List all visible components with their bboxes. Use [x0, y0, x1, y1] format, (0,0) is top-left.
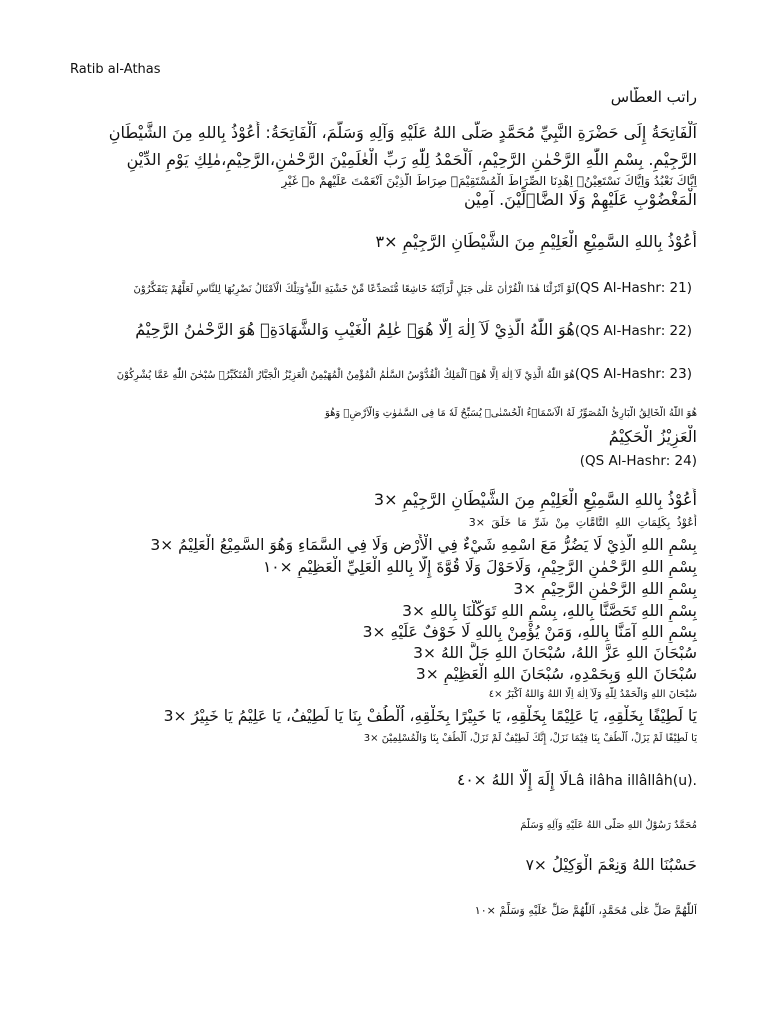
dhikr-line [70, 578, 697, 600]
quran-verse-line [70, 361, 697, 388]
dhikr-text: يَا لَطِيْفًا بِخَلْقِهِ، يَا عَلِيْمًا بِخَلْقِهِ، يَا خَبِيْرًا بِخَلْقِهِ، اُلْطُفْ بِنَا يَا لَطِيْفُ، يَا عَلِيْمُ يَا خَبِيْرُ ×3 [163, 707, 697, 725]
dhikr-text: سُبْحَانَ اللهِ وَبِحَمْدِهِ، سُبْحَانَ اللهِ الْعَظِيْمِ ×3 [415, 665, 697, 683]
dhikr-line [70, 731, 697, 747]
document-title-latin: Ratib al-Athas [70, 62, 161, 77]
tahlil-arabic: لَا إِلَهَ إِلَّا اللهُ ×٤٠ [457, 771, 569, 789]
dhikr-text: أَعُوْذُ بِاللهِ السَّمِيْعِ الْعَلِيْمِ مِنَ الشَّيْطَانِ الرَّجِيْمِ ×3 [373, 490, 697, 509]
fatiha-text: الْمَغْضُوْبِ عَلَيْهِمْ وَلَا الضَّاۤلِّيْنَ. آمِيْن [463, 190, 697, 209]
document-title-latin-line [70, 61, 697, 79]
tahlil-latin: Lâ ilâha illâllâh(u). [568, 773, 697, 789]
verse-text: هُوَ اللّٰهُ الْخَالِقُ الْبَارِئُ الْمُصَوِّرُ لَهُ الْاَسْمَاۤءُ الْحُسْنٰىۗ يُسَبِّحُ لَهٗ مَا فِى السَّمٰوٰتِ وَالْاَرْضِۚ وَهُوَ [324, 408, 697, 419]
salawat-line [70, 818, 697, 834]
dhikr-text: بِسْمِ اللهِ الَّذِيْ لَا يَضُرُّ مَعَ اسْمِهِ شَيْءٌ فِي الْأَرْضِ وَلَا فِي السَّمَاءِ وَهُوَ السَّمِيْعُ الْعَلِيْمُ ×3 [150, 536, 697, 554]
tahlil-line [70, 769, 697, 792]
taawwudh-line [70, 230, 697, 254]
dhikr-line [70, 556, 697, 578]
verse-text: هُوَ اللّٰهُ الَّذِيْ لَآ اِلٰهَ اِلَّا هُوَۚ عٰلِمُ الْغَيْبِ وَالشَّهَادَةِۚ هُوَ الرَّحْمٰنُ الرَّحِيْمُ [135, 320, 575, 339]
fatiha-text: الرَّجِيْمِ. بِسْمِ اللّٰهِ الرَّحْمٰنِ الرَّحِيْمِ، اَلْحَمْدُ لِلّٰهِ رَبِّ الْعٰلَمِيْنَ الرَّحْمٰنِ،الرَّحِيْمِ،مٰلِكِ يَوْمِ الدِّيْنِ [126, 150, 697, 169]
hasbuna-text: حَسْبُنَا اللهُ وَنِعْمَ الْوَكِيْلُ ×٧ [525, 856, 697, 874]
quran-verse-line [70, 275, 697, 302]
dhikr-text: سُبْحَانَ اللهِ عَزَّ اللهُ، سُبْحَانَ اللهِ جَلَّ اللهُ ×3 [413, 644, 697, 662]
verse-reference: (QS Al-Hashr: 21) [574, 280, 692, 296]
fatiha-line [70, 121, 697, 145]
verse-reference-line [70, 450, 697, 471]
verse-reference: (QS Al-Hashr: 23) [574, 366, 692, 382]
document-title-arabic: راتب العطّاس [610, 88, 697, 106]
dhikr-line [70, 488, 697, 512]
quran-verse-line [70, 406, 697, 422]
dhikr-line [70, 705, 697, 727]
verse-reference: (QS Al-Hashr: 22) [574, 323, 692, 339]
hasbuna-line [70, 854, 697, 876]
dhikr-text: بِسْمِ اللهِ الرَّحْمٰنِ الرَّحِيْمِ، وَلَاحَوْلَ وَلَا قُوَّةَ إِلَّا بِاللهِ الْعَلِيِّ الْعَظِيْمِ ×١٠ [262, 558, 697, 576]
fatiha-line [70, 173, 697, 189]
dhikr-text: يَا لَطِيْفًا لَمْ يَزَلْ، اُلْطُفْ بِنَا فِيْمَا نَزَلْ، إِنَّكَ لَطِيْفٌ لَمْ تَزَلْ، اُلْطُفْ بِنَا وَالْمُسْلِمِيْنَ ×3 [363, 733, 697, 744]
document-title-arabic-line [70, 87, 697, 107]
dhikr-line [70, 534, 697, 556]
salawat-text: مُحَمَّدٌ رَسُوْلُ اللهِ صَلَّى اللهُ عَلَيْهِ وَآلِهِ وَسَلَّمَ [520, 820, 697, 831]
verse-reference: (QS Al-Hashr: 24) [579, 453, 697, 469]
dhikr-text: بِسْمِ اللهِ الرَّحْمٰنِ الرَّحِيْمِ ×3 [513, 580, 697, 598]
fatiha-text: اِيَّاكَ نَعْبُدُ وَاِيَّاكَ نَسْتَعِيْنُۗ اِهْدِنَا الصِّرَاطَ الْمُسْتَقِيْمَۙ صِرَاطَ الَّذِيْنَ اَنْعَمْتَ عَلَيْهِمْ ەۙ غَيْرِ [281, 174, 697, 188]
dhikr-text: بِسْمِ اللهِ تَحَصَّنَّا بِاللهِ، بِسْمِ اللهِ تَوَكَّلْنَا بِاللهِ ×3 [402, 602, 697, 620]
dhikr-line [70, 687, 697, 703]
dhikr-line [70, 642, 697, 664]
verse-text: هُوَ اللّٰهُ الَّذِيْ لَآ اِلٰهَ اِلَّا هُوَۚ اَلْمَلِكُ الْقُدُّوْسُ السَّلٰمُ الْمُؤْمِنُ الْمُهَيْمِنُ الْعَزِيْزُ الْجَبَّارُ الْمُتَكَبِّرُۗ سُبْحٰنَ اللّٰهِ عَمَّا يُشْرِكُوْنَ [116, 370, 575, 381]
dhikr-text: بِسْمِ اللهِ آمَنَّا بِاللهِ، وَمَنْ يُؤْمِنْ بِاللهِ لَا خَوْفٌ عَلَيْهِ ×3 [362, 623, 697, 641]
fatiha-line [70, 148, 697, 172]
fatiha-line [70, 188, 697, 212]
salawat-text: اَللّٰهُمَّ صَلِّ عَلٰى مُحَمَّدٍ، اَللّٰهُمَّ صَلِّ عَلَيْهِ وَسَلِّمْ ×١٠ [474, 904, 697, 917]
dhikr-text: أَعُوْذُ بِكَلِمَاتِ اللهِ التَّامَّاتِ مِنْ شَرِّ مَا خَلَقَ ×3 [468, 516, 697, 529]
verse-text: الْعَزِيْزُ الْحَكِيْمُ [608, 427, 697, 446]
quran-verse-line [70, 425, 697, 449]
verse-text: لَوْ اَنْزَلْنَا هٰذَا الْقُرْاٰنَ عَلٰى جَبَلٍ لَّرَاَيْتَهٗ خَاشِعًا مُّتَصَدِّعًا مِّنْ خَشْيَةِ اللّٰهِ ۗوَتِلْكَ الْاَمْثَالُ نَضْرِبُهَا لِلنَّاسِ لَعَلَّهُمْ يَتَفَكَّرُوْنَ [133, 284, 575, 295]
taawwudh-text: أَعُوْذُ بِاللهِ السَّمِيْعِ الْعَلِيْمِ مِنَ الشَّيْطَانِ الرَّجِيْمِ ×٣ [375, 232, 697, 251]
dhikr-line [70, 514, 697, 532]
dhikr-text: سُبْحَانَ اللهِ وَالْحَمْدُ لِلّٰهِ وَلَآ اِلٰهَ اِلَّا اللهُ وَاللهُ اَكْبَرُ ×٤ [488, 689, 697, 700]
fatiha-text: اَلْفَاتِحَةُ إِلَى حَضْرَةِ النَّبِيِّ مُحَمَّدٍ صَلَّى اللهُ عَلَيْهِ وَآلِهِ وَسَلَّمَ، اَلْفَاتِحَةُ: أَعُوْذُ بِاللهِ مِنَ الشَّيْطَانِ [108, 123, 697, 142]
quran-verse-line [70, 318, 697, 343]
dhikr-line [70, 663, 697, 685]
dhikr-line [70, 621, 697, 643]
document-page [70, 0, 697, 1024]
salawat-line [70, 902, 697, 920]
dhikr-line [70, 600, 697, 622]
